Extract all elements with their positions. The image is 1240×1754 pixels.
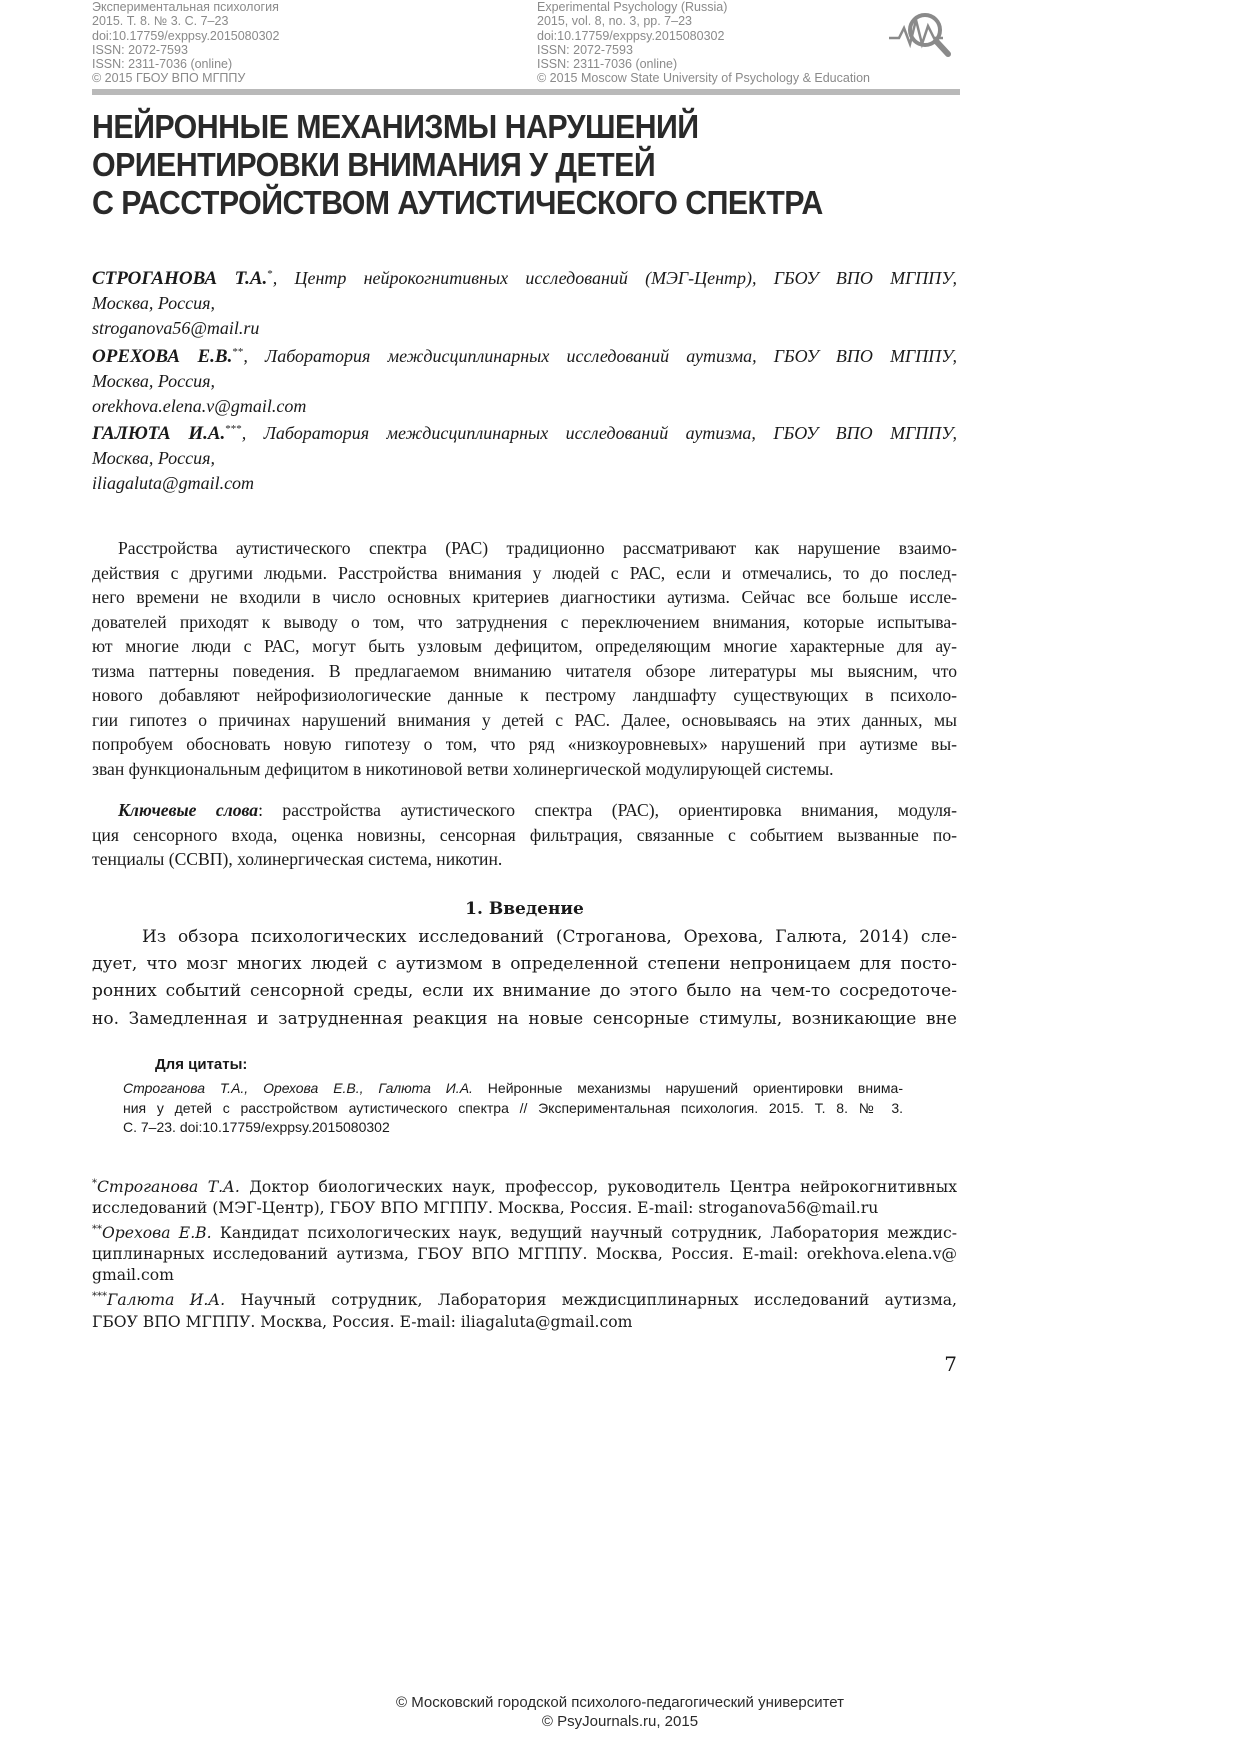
author-block (92, 417, 957, 496)
author-name: ГАЛЮТА И.А. (92, 423, 226, 444)
journal-header-english (537, 0, 870, 86)
citation-text: ния у детей с расстройством аутистического спектра // Экспериментальная психология. 2015. Т. 8. № 3. (123, 1099, 903, 1116)
article-title (92, 108, 902, 222)
footnote-text: gmail.com (92, 1266, 174, 1285)
author-affiliation: , Центр нейрокогнитивных исследований (МЭГ-Центр), ГБОУ ВПО МГППУ, (272, 268, 958, 288)
footnote (92, 1286, 957, 1332)
intro-line: ронних событий сенсорной среды, если их внимание до этого было на чем-то сосредоточе- (92, 981, 957, 1002)
header-line: 2015, vol. 8, no. 3, pp. 7–23 (537, 14, 692, 29)
abstract-line: зван функциональным дефицитом в никотиновой ветви холинергической модулирующей системы. (92, 758, 834, 779)
keywords-line: ция сенсорного входа, оценка новизны, сенсорная фильтрация, связанные с событием вызванные по- (92, 824, 957, 845)
footnote-mark: ** (92, 1224, 102, 1236)
footnotes (92, 1173, 957, 1333)
page-number: 7 (944, 1352, 957, 1376)
footnote-author: Галюта И.А. (107, 1291, 226, 1310)
footnote-mark: *** (92, 1291, 107, 1303)
abstract-line: дователей приходят к выводу о том, что затруднения с переключением внимания, которые испытыва- (92, 611, 957, 632)
abstract-line: Расстройства аутистического спектра (РАС) традиционно рассматривают как нарушение взаимо- (118, 538, 957, 558)
author-affiliation: , Лаборатория междисциплинарных исследований аутизма, ГБОУ ВПО МГППУ, (241, 423, 958, 443)
author-city: Москва, Россия, (92, 293, 216, 313)
abstract-line: него времени не входили в число основных критериев диагностики аутизма. Сейчас все больше иссле- (92, 587, 957, 607)
author-email[interactable]: stroganova56@mail.ru (92, 318, 260, 338)
header-doi: doi:10.17759/exppsy.2015080302 (92, 28, 280, 43)
citation-doi: С. 7–23. doi:10.17759/exppsy.2015080302 (123, 1119, 390, 1135)
citation-heading: Для цитаты: (155, 1056, 248, 1073)
title-line: НЕЙРОННЫЕ МЕХАНИЗМЫ НАРУШЕНИЙ (92, 108, 699, 145)
citation-authors: Строганова Т.А., Орехова Е.В., Галюта И.А. (123, 1080, 473, 1096)
footnote-author: Строганова Т.А. (97, 1178, 240, 1197)
footer-line: © PsyJournals.ru, 2015 (541, 1713, 699, 1730)
header-issn-online: ISSN: 2311-7036 (online) (92, 57, 233, 72)
header-issn: ISSN: 2072-7593 (537, 42, 633, 57)
author-affiliation: , Лаборатория междисциплинарных исследований аутизма, ГБОУ ВПО МГППУ, (243, 346, 957, 366)
header-line: 2015. Т. 8. № 3. С. 7–23 (92, 14, 229, 29)
author-email[interactable]: orekhova.elena.v@gmail.com (92, 396, 307, 416)
footnote-text: Научный сотрудник, Лаборатория междисциплинарных исследований аутизма, (225, 1291, 957, 1310)
header-doi: doi:10.17759/exppsy.2015080302 (537, 28, 725, 43)
abstract-line: ют многие люди с РАС, могут быть узловым дефицитом, определяющим многие характерные для ау- (92, 636, 957, 656)
magnifier-wave-logo-icon (885, 4, 957, 64)
header-copyright: © 2015 ГБОУ ВПО МГППУ (92, 71, 246, 86)
author-footnote-mark: * (267, 268, 273, 280)
header-copyright: © 2015 Moscow State University of Psychology & Education (537, 71, 870, 86)
abstract-line: гии гипотез о причинах нарушений внимания у детей с РАС. Далее, основываясь на этих данных, мы (92, 709, 957, 730)
author-email[interactable]: iliagaluta@gmail.com (92, 473, 255, 493)
title-line: ОРИЕНТИРОВКИ ВНИМАНИЯ У ДЕТЕЙ (92, 146, 656, 183)
journal-header-russian (92, 0, 279, 86)
intro-line: Из обзора психологических исследований (Строганова, Орехова, Галюта, 2014) сле- (142, 927, 957, 947)
intro-line: дует, что мозг многих людей с аутизмом в определенной степени непроницаем для посто- (92, 954, 957, 975)
header-rule (92, 89, 960, 95)
header-line: Экспериментальная психология (92, 0, 279, 14)
footnote-text: Доктор биологических наук, профессор, руководитель Центра нейрокогнитивных (239, 1178, 957, 1197)
author-name: ОРЕХОВА Е.В. (92, 346, 233, 367)
footnote-text: исследований (МЭГ-Центр), ГБОУ ВПО МГППУ. Москва, Россия. E-mail: stroganova56@mail.ru (92, 1199, 879, 1218)
citation-text: Нейронные механизмы нарушений ориентировки внима- (472, 1080, 903, 1096)
footnote (92, 1173, 957, 1219)
footnote-text: Кандидат психологических наук, ведущий научный сотрудник, Лаборатория междис- (211, 1224, 957, 1243)
author-block (92, 262, 957, 341)
page-footer (0, 1693, 1240, 1731)
intro-paragraph (92, 924, 957, 1033)
header-issn: ISSN: 2072-7593 (92, 42, 188, 57)
footnote (92, 1219, 957, 1286)
keywords-label: Ключевые слова (118, 800, 259, 820)
footnote-text: циплинарных исследований аутизма, ГБОУ ВПО МГППУ. Москва, Россия. E-mail: orekhova.elena.v@ (92, 1245, 957, 1264)
title-line: С РАССТРОЙСТВОМ АУТИСТИЧЕСКОГО СПЕКТРА (92, 184, 823, 221)
keywords (92, 798, 957, 872)
intro-line: но. Замедленная и затрудненная реакция на новые сенсорные стимулы, возникающие вне (92, 1008, 957, 1029)
header-line: Experimental Psychology (Russia) (537, 0, 728, 14)
footnote-author: Орехова Е.В. (102, 1224, 212, 1243)
keywords-line: : расстройства аутистического спектра (РАС), ориентировка внимания, модуля- (258, 800, 957, 820)
footer-line: © Московский городской психолого-педагогический университет (395, 1694, 845, 1711)
abstract-line: попробуем обосновать новую гипотезу о том, что ряд «низкоуровневых» нарушений при аутизме вы- (92, 734, 957, 754)
author-block (92, 340, 957, 419)
abstract-line: нового добавляют нейрофизиологические данные к пестрому ландшафту существующих в психоло- (92, 685, 957, 705)
author-footnote-mark: ** (232, 346, 244, 358)
footnote-mark: * (92, 1178, 97, 1189)
author-city: Москва, Россия, (92, 371, 216, 391)
author-name: СТРОГАНОВА Т.А. (92, 268, 268, 289)
author-city: Москва, Россия, (92, 448, 216, 468)
header-issn-online: ISSN: 2311-7036 (online) (537, 57, 678, 72)
section-heading: 1. Введение (465, 899, 584, 919)
citation-block (123, 1079, 903, 1138)
abstract (92, 536, 957, 781)
keywords-line: тенциалы (ССВП), холинергическая система, никотин. (92, 849, 503, 869)
author-footnote-mark: *** (225, 423, 242, 435)
abstract-line: тизма паттерны поведения. В предлагаемом вниманию читателя обзоре литературы мы выясним, что (92, 660, 957, 681)
footnote-text: ГБОУ ВПО МГППУ. Москва, Россия. E-mail: iliagaluta@gmail.com (92, 1312, 633, 1331)
abstract-line: действия с другими людьми. Расстройства внимания у людей с РАС, если и отмечались, то до послед- (92, 562, 957, 583)
